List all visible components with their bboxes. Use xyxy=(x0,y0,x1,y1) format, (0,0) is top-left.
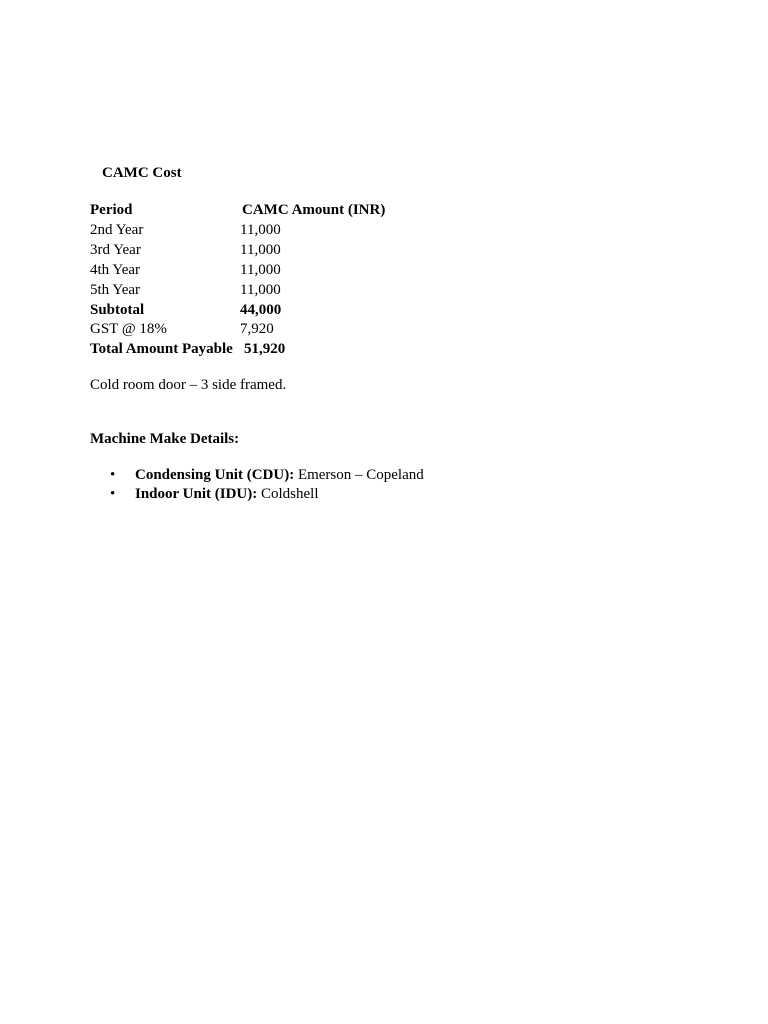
list-item xyxy=(0,486,768,506)
column-header-amount: CAMC Amount (INR) xyxy=(242,202,386,218)
amount-cell: 44,000 xyxy=(240,302,282,318)
amount-cell: 11,000 xyxy=(240,222,281,238)
period-cell: 2nd Year xyxy=(90,222,144,238)
table-row xyxy=(0,242,768,262)
bullet-icon: • xyxy=(110,486,116,502)
item-label: Condensing Unit (CDU): xyxy=(135,467,295,483)
amount-cell: 7,920 xyxy=(240,321,274,337)
table-row xyxy=(0,262,768,282)
section-title: CAMC Cost xyxy=(102,165,182,181)
amount-cell: 11,000 xyxy=(240,242,281,258)
amount-cell: 11,000 xyxy=(240,262,281,278)
period-cell: Total Amount Payable xyxy=(90,341,233,357)
bullet-icon: • xyxy=(110,467,116,483)
item-label: Indoor Unit (IDU): xyxy=(135,486,258,502)
total-row xyxy=(0,341,768,361)
note-text: Cold room door – 3 side framed. xyxy=(90,377,287,393)
period-cell: Subtotal xyxy=(90,302,145,318)
gst-row xyxy=(0,321,768,341)
table-row xyxy=(0,282,768,302)
table-header-row xyxy=(0,202,768,222)
amount-cell: 11,000 xyxy=(240,282,281,298)
period-cell: GST @ 18% xyxy=(90,321,167,337)
table-row xyxy=(0,222,768,242)
period-cell: 4th Year xyxy=(90,262,141,278)
amount-cell: 51,920 xyxy=(244,341,286,357)
period-cell: 5th Year xyxy=(90,282,141,298)
machine-make-heading: Machine Make Details: xyxy=(90,431,240,447)
item-value: Emerson – Copeland xyxy=(297,467,424,483)
column-header-period: Period xyxy=(90,202,133,218)
list-item xyxy=(0,467,768,487)
period-cell: 3rd Year xyxy=(90,242,141,258)
item-value: Coldshell xyxy=(260,486,319,502)
subtotal-row xyxy=(0,302,768,322)
